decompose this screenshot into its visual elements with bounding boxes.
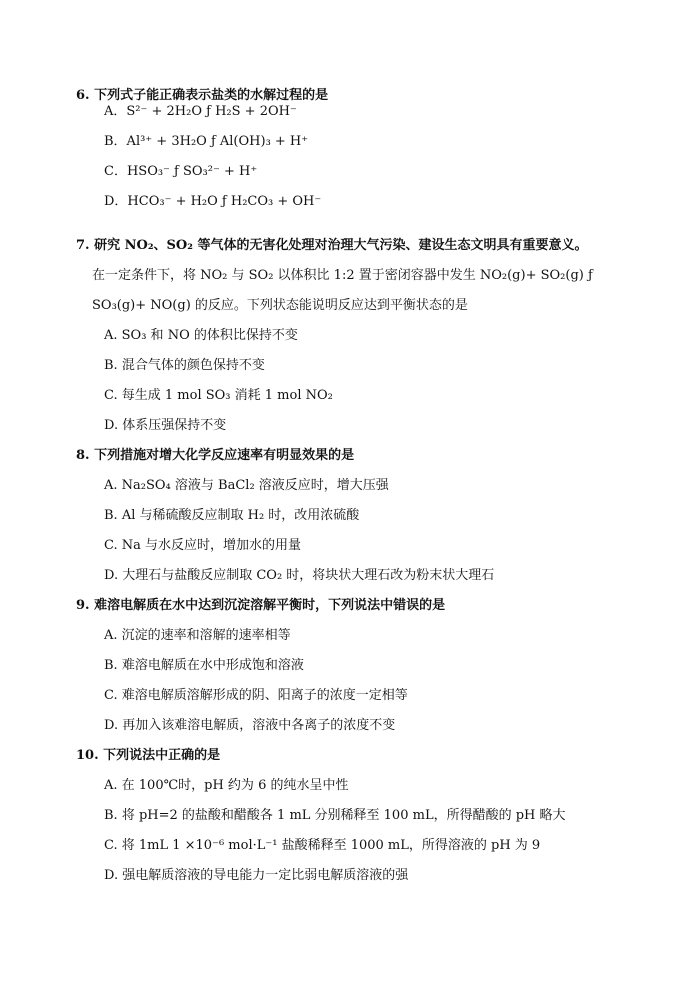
question-6-option-a: A．S²⁻ + 2H₂O ƒ H₂S + 2OH⁻: [104, 104, 297, 119]
question-9-option-d: D. 再加入该难溶电解质，溶液中各离子的浓度不变: [104, 718, 396, 733]
question-6-stem: 6. 下列式子能正确表示盐类的水解过程的是: [76, 88, 329, 103]
question-7-option-d: D. 体系压强保持不变: [104, 418, 227, 433]
question-7-option-b: B. 混合气体的颜色保持不变: [104, 358, 265, 373]
question-8-option-d: D. 大理石与盐酸反应制取 CO₂ 时，将块状大理石改为粉末状大理石: [104, 568, 495, 583]
question-6-option-b: B．Al³⁺ + 3H₂O ƒ Al(OH)₃ + H⁺: [104, 134, 309, 149]
question-9-option-a: A. 沉淀的速率和溶解的速率相等: [104, 628, 291, 643]
question-6-option-d: D．HCO₃⁻ + H₂O ƒ H₂CO₃ + OH⁻: [104, 194, 322, 209]
question-10-option-d: D. 强电解质溶液的导电能力一定比弱电解质溶液的强: [104, 868, 409, 883]
question-8-option-a: A. Na₂SO₄ 溶液与 BaCl₂ 溶液反应时，增大压强: [104, 478, 389, 493]
question-6-option-c: C．HSO₃⁻ ƒ SO₃²⁻ + H⁺: [104, 164, 258, 179]
question-10-stem: 10. 下列说法中正确的是: [76, 748, 221, 763]
question-8-stem: 8. 下列措施对增大化学反应速率有明显效果的是: [76, 448, 355, 463]
question-10-option-c: C. 将 1mL 1 ×10⁻⁶ mol·L⁻¹ 盐酸稀释至 1000 mL，所得溶液的 pH 为 9: [104, 838, 541, 853]
question-10-option-b: B. 将 pH=2 的盐酸和醋酸各 1 mL 分别稀释至 100 mL，所得醋酸的 pH 略大: [104, 808, 566, 823]
question-7-option-a: A. SO₃ 和 NO 的体积比保持不变: [104, 328, 298, 343]
question-9-stem: 9. 难溶电解质在水中达到沉淀溶解平衡时，下列说法中错误的是: [76, 598, 446, 613]
question-8-option-c: C. Na 与水反应时，增加水的用量: [104, 538, 302, 553]
question-7-option-c: C. 每生成 1 mol SO₃ 消耗 1 mol NO₂: [104, 388, 333, 403]
question-8-option-b: B. Al 与稀硫酸反应制取 H₂ 时，改用浓硫酸: [104, 508, 360, 523]
question-7-stem-line-3: SO₃(g)+ NO(g) 的反应。下列状态能说明反应达到平衡状态的是: [92, 298, 468, 313]
question-9-option-c: C. 难溶电解质溶解形成的阴、阳离子的浓度一定相等: [104, 688, 408, 703]
question-10-option-a: A. 在 100℃时，pH 约为 6 的纯水呈中性: [104, 778, 349, 793]
question-7-stem-line-1: 7. 研究 NO₂、SO₂ 等气体的无害化处理对治理大气污染、建设生态文明具有重要意义。: [76, 238, 588, 253]
question-7-stem-line-2: 在一定条件下，将 NO₂ 与 SO₂ 以体积比 1:2 置于密闭容器中发生 NO₂(g)+ SO₂(g) ƒ: [92, 268, 593, 283]
question-9-option-b: B. 难溶电解质在水中形成饱和溶液: [104, 658, 304, 673]
